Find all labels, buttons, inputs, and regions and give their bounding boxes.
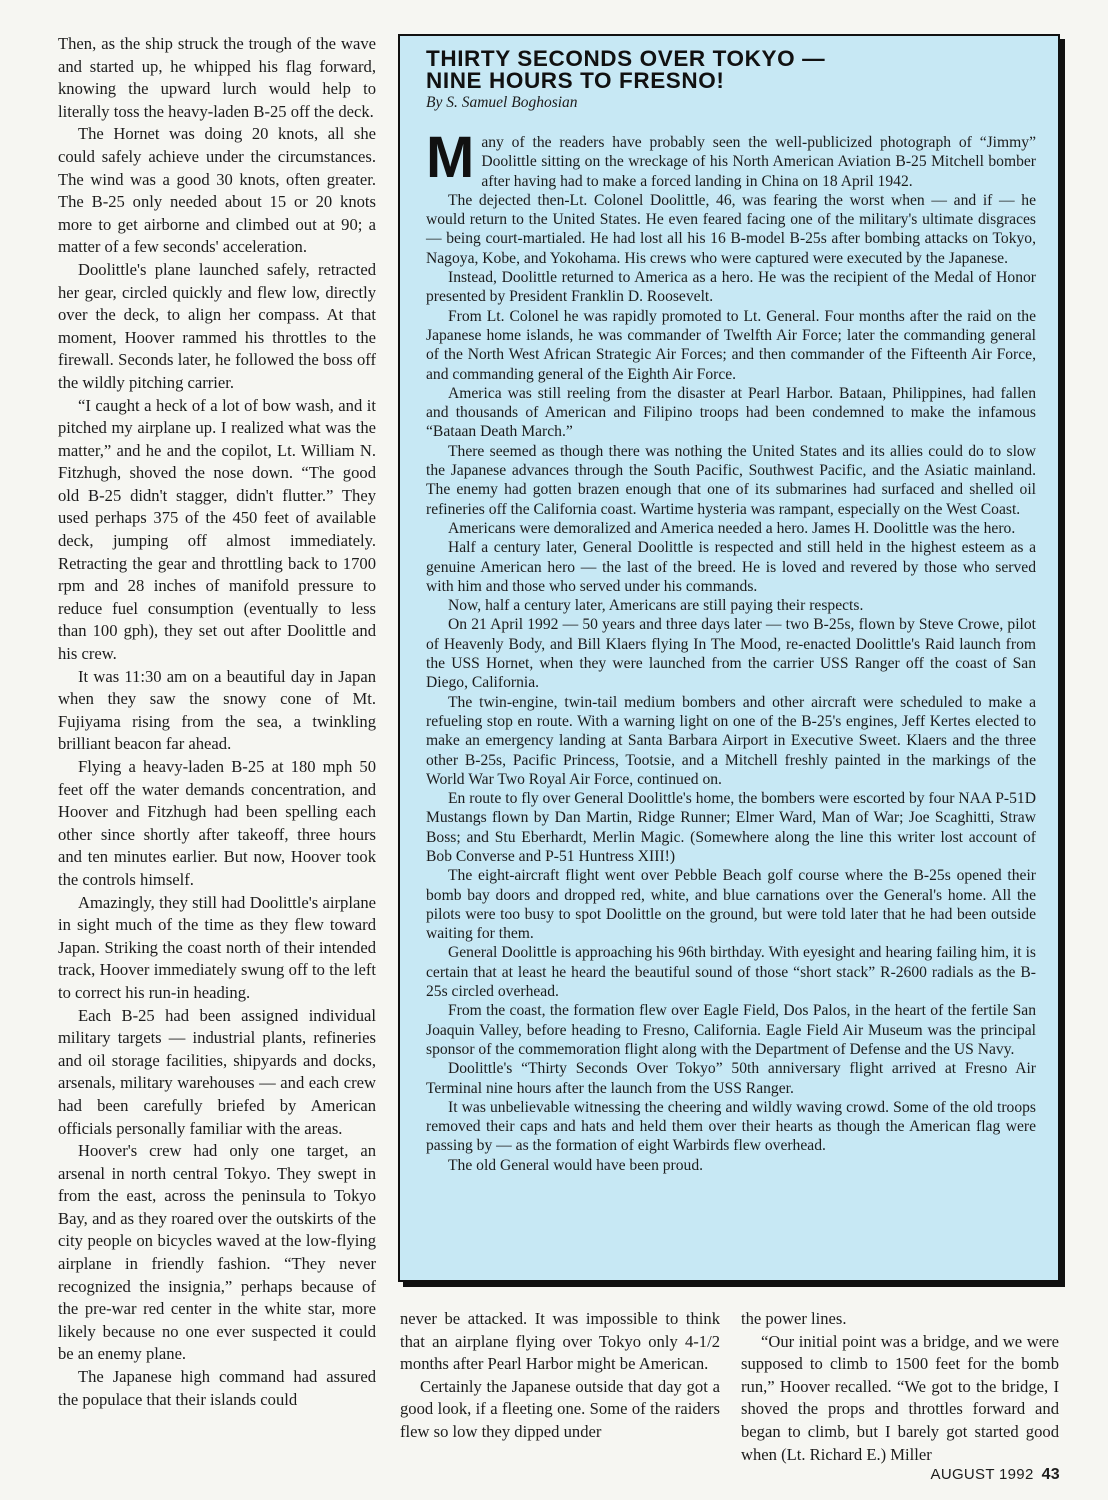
sidebar-paragraph: The old General would have been proud. bbox=[448, 1156, 704, 1174]
sidebar-lead-text: any of the readers have probably seen the well-publicized photograph of “Jimmy” Doolittle sitting on the wreckage of his North American Aviation B-25 Mitchell bomber after having had to make a forced landing in China on 18 April 1942. bbox=[481, 134, 1036, 190]
article-paragraph: The Hornet was doing 20 knots, all she could safely achieve under the circumstances. The wind was a good 30 knots, often greater. The B-25 only needed about 15 or 20 knots more to get airborne and climbed out at 90; a matter of a few seconds' acceleration. bbox=[58, 124, 376, 257]
article-paragraph: The Japanese high command had assured the populace that their islands could bbox=[58, 1367, 376, 1409]
byline: By S. Samuel Boghosian bbox=[426, 94, 578, 111]
sidebar-paragraph: America was still reeling from the disaster at Pearl Harbor. Bataan, Philippines, had fallen and thousands of American and Filipino troops had been condemned to make the infamous “Bataan Death March.” bbox=[426, 384, 1036, 441]
sidebar-paragraph: Now, half a century later, Americans are still paying their respects. bbox=[448, 597, 864, 615]
article-paragraph: “I caught a heck of a lot of bow wash, and it pitched my airplane up. I realized what was the matter,” and he and the copilot, Lt. William N. Fitzhugh, shoved the nose down. “The good old B-25 didn't stagger, didn't flutter.” They used perhaps 375 of the 450 feet of available deck, jumping off almost immediately. Retracting the gear and throttling back to 1700 rpm and 28 inches of manifold pressure to reduce fuel consumption (eventually to less than 100 gph), they set out after Doolittle and his crew. bbox=[58, 395, 376, 664]
article-paragraph: It was 11:30 am on a beautiful day in Japan when they saw the snowy cone of Mt. Fujiyama rising from the sea, a twinkling brilliant beacon far ahead. bbox=[58, 666, 376, 754]
article-column-right bbox=[741, 1308, 1059, 1464]
sidebar-title-line: THIRTY SECONDS OVER TOKYO — bbox=[426, 46, 826, 71]
sidebar-paragraph: General Doolittle is approaching his 96th birthday. With eyesight and hearing failing him, it is certain that at least he heard the beautiful sound of those “short stack” R-2600 radials as the B-25s circled overhead. bbox=[426, 944, 1036, 1001]
sidebar-paragraph: The eight-aircraft flight went over Pebble Beach golf course where the B-25s opened their bomb bay doors and dropped red, white, and blue carnations over the General's home. All the pilots were too busy to spot Doolittle on the ground, but were told later that he had been outside waiting for them. bbox=[426, 867, 1036, 943]
article-paragraph: Certainly the Japanese outside that day got a good look, if a fleeting one. Some of the raiders flew so low they dipped under bbox=[400, 1376, 720, 1441]
sidebar-paragraph: There seemed as though there was nothing the United States and its allies could do to slow the Japanese advances through the South Pacific, Southwest Pacific, and the Asiatic mainland. The enemy had gotten brazen enough that one of its submarines had surfaced and shelled oil refineries off the California coast. Wartime hysteria was rampant, especially on the West Coast. bbox=[426, 442, 1036, 518]
article-paragraph: Then, as the ship struck the trough of the wave and started up, he whipped his flag forward, knowing the upward lurch would help to literally toss the heavy-laden B-25 off the deck. bbox=[58, 34, 376, 121]
sidebar-title bbox=[426, 48, 1036, 92]
sidebar-lead-paragraph bbox=[426, 125, 1036, 191]
sidebar-paragraph: The dejected then-Lt. Colonel Doolittle, 46, was fearing the worst when — and if — he would return to the United States. He even feared facing one of the military's ultimate disgraces — being court-martialed. He had lost all his 16 B-model B-25s after bombing attacks on Tokyo, Nagoya, Kobe, and Yokohama. His crews who were captured were executed by the Japanese. bbox=[426, 191, 1036, 267]
article-paragraph: never be attacked. It was impossible to think that an airplane flying over Tokyo only 4-1/2 months after Pearl Harbor might be American. bbox=[400, 1309, 720, 1374]
article-paragraph: the power lines. bbox=[741, 1309, 847, 1328]
sidebar-paragraph: Doolittle's “Thirty Seconds Over Tokyo” 50th anniversary flight arrived at Fresno Air Terminal nine hours after the launch from the USS Ranger. bbox=[426, 1060, 1036, 1097]
issue-date: AUGUST 1992 bbox=[930, 1466, 1034, 1483]
sidebar-paragraph: It was unbelievable witnessing the cheering and wildly waving crowd. Some of the old troops removed their caps and hats and held them over their hearts as though the American flag were passing by — as the formation of eight Warbirds flew overhead. bbox=[426, 1098, 1036, 1155]
sidebar-title-line: NINE HOURS TO FRESNO! bbox=[426, 68, 725, 93]
article-paragraph: Doolittle's plane launched safely, retracted her gear, circled quickly and flew low, directly over the deck, to align her compass. At that moment, Hoover rammed his throttles to the firewall. Seconds later, he followed the boss off the wildly pitching carrier. bbox=[58, 259, 376, 392]
article-paragraph: Hoover's crew had only one target, an arsenal in north central Tokyo. They swept in from the east, across the peninsula to Tokyo Bay, and as they roared over the outskirts of the city people on bicycles waved at the low-flying airplane in friendly fashion. “They never recognized the insignia,” perhaps because of the pre-war red center in the white star, more likely because no one ever suspected it could be an enemy plane. bbox=[58, 1141, 376, 1364]
article-column-middle bbox=[400, 1308, 720, 1464]
sidebar-paragraph: On 21 April 1992 — 50 years and three days later — two B-25s, flown by Steve Crowe, pilot of Heavenly Body, and Bill Klaers flying In The Mood, re-enacted Doolittle's Raid launch from the USS Hornet, when they were launched from the carrier USS Ranger off the coast of San Diego, California. bbox=[426, 616, 1036, 692]
sidebar-box bbox=[398, 34, 1060, 1282]
article-paragraph: Amazingly, they still had Doolittle's airplane in sight much of the time as they flew toward Japan. Striking the coast north of their intended track, Hoover immediately swung off to the left to correct his run-in heading. bbox=[58, 892, 376, 1002]
sidebar-paragraph: From the coast, the formation flew over Eagle Field, Dos Palos, in the heart of the fertile San Joaquin Valley, before heading to Fresno, California. Eagle Field Air Museum was the principal sponsor of the commemoration flight along with the Department of Defense and the US Navy. bbox=[426, 1002, 1036, 1058]
sidebar-paragraph: From Lt. Colonel he was rapidly promoted to Lt. General. Four months after the raid on the Japanese home islands, he was commander of Twelfth Air Force; later the commanding general of the North West African Strategic Air Forces; and then commander of the Fifteenth Air Force, and commanding general of the Eighth Air Force. bbox=[426, 307, 1036, 383]
sidebar-paragraph: Instead, Doolittle returned to America as a hero. He was the recipient of the Medal of Honor presented by President Franklin D. Roosevelt. bbox=[426, 269, 1036, 306]
drop-cap: M bbox=[426, 125, 475, 190]
sidebar-paragraph: Americans were demoralized and America needed a hero. James H. Doolittle was the hero. bbox=[448, 519, 1016, 537]
article-paragraph: Each B-25 had been assigned individual military targets — industrial plants, refineries and oil storage facilities, shipyards and docks, arsenals, military warehouses — and each crew had been carefully briefed by American officials personally familiar with the areas. bbox=[58, 1005, 376, 1138]
sidebar-paragraph: The twin-engine, twin-tail medium bombers and other aircraft were scheduled to make a refueling stop en route. With a warning light on one of the B-25's engines, Jeff Kertes elected to make an emergency landing at Santa Barbara Airport in Executive Sweet. Klaers and the three other B-25s, Pacific Princess, Tootsie, and a Mitchell freshly painted in the markings of the World War Two Royal Air Force, continued on. bbox=[426, 693, 1036, 788]
page-number: 43 bbox=[1041, 1466, 1060, 1483]
sidebar-body bbox=[426, 125, 1036, 1175]
sidebar-paragraph: Half a century later, General Doolittle is respected and still held in the highest esteem as a genuine American hero — the last of the breed. He is loved and revered by those who served with him and those who served under his commands. bbox=[426, 539, 1036, 595]
article-paragraph: “Our initial point was a bridge, and we were supposed to climb to 1500 feet for the bomb run,” Hoover recalled. “We got to the bridge, I shoved the props and throttles forward and began to climb, but I barely got started good when (Lt. Richard E.) Miller bbox=[741, 1331, 1059, 1464]
page-footer bbox=[931, 1466, 1060, 1484]
article-paragraph: Flying a heavy-laden B-25 at 180 mph 50 feet off the water demands concentration, and Hoover and Fitzhugh had been spelling each other since shortly after takeoff, three hours and ten minutes earlier. But now, Hoover took the controls himself. bbox=[58, 757, 376, 889]
sidebar-paragraph: En route to fly over General Doolittle's home, the bombers were escorted by four NAA P-51D Mustangs flown by Dan Martin, Ridge Runner; Elmer Ward, Man of War; Joe Scaghitti, Straw Boss; and Stu Eberhardt, Merlin Magic. (Somewhere along the line this writer lost account of Bob Converse and P-51 Huntress XIII!) bbox=[426, 790, 1036, 865]
article-column-left bbox=[58, 33, 376, 1465]
